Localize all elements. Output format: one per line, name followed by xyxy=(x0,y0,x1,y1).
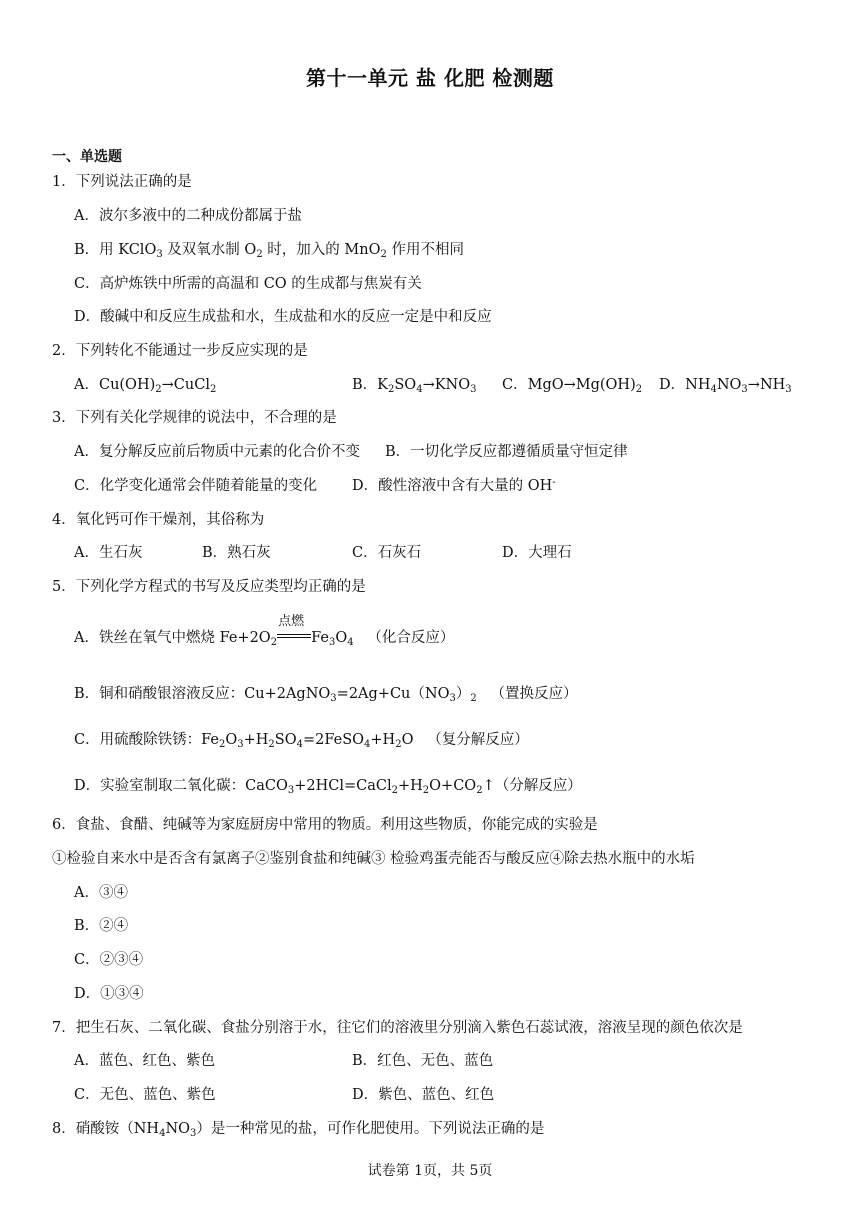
q4-option-b: B．熟石灰 xyxy=(202,545,271,561)
q1-option-b: B．用 KClO$_3$ 及双氧水制 $O_2$ 时，加入的 MnO$_2$ 作用不相同 xyxy=(74,242,464,260)
page-footer: 试卷第 1页，共 5页 xyxy=(367,1163,493,1179)
q6-option-a: A．③④ xyxy=(74,885,128,901)
q5-option-c: C．用硫酸除铁锈：$Fe_2O_3+H_2SO_4=2FeSO_4+H_2O$ （复分解反应） xyxy=(74,732,529,750)
q3-option-a: A．复分解反应前后物质中元素的化合价不变 xyxy=(74,444,360,460)
q2-option-a: A．$Cu(OH)_2\to CuCl_2$ xyxy=(74,377,217,395)
q2-option-b: B．$K_2SO_4\to KNO_3$ xyxy=(352,377,477,395)
q3-option-d: D．酸性溶液中含有大量的 OH- xyxy=(352,477,556,494)
q6-option-d: D．①③④ xyxy=(74,986,144,1002)
section-heading: 一、单选题 xyxy=(52,149,122,165)
q7-option-c: C．无色、蓝色、紫色 xyxy=(74,1087,216,1103)
q7-option-b: B．红色、无色、蓝色 xyxy=(352,1053,494,1069)
q6-option-b: B．②④ xyxy=(74,918,129,934)
q2-option-c: C．$MgO\to Mg(OH)_2$ xyxy=(502,377,643,395)
q2-option-d: D．$NH_4NO_3\to NH_3$ xyxy=(659,377,792,395)
question-5-stem: 5．下列化学方程式的书写及反应类型均正确的是 xyxy=(52,579,366,595)
question-6-items: ①检验自来水中是否含有氯离子②鉴别食盐和纯碱③ 检验鸡蛋壳能否与酸反应④除去热水瓶中的水垢 xyxy=(52,851,695,867)
q1-option-d: D．酸碱中和反应生成盐和水，生成盐和水的反应一定是中和反应 xyxy=(74,309,492,325)
q4-option-d: D．大理石 xyxy=(502,545,572,561)
question-1-stem: 1．下列说法正确的是 xyxy=(52,174,192,190)
q1-option-c: C．高炉炼铁中所需的高温和 CO 的生成都与焦炭有关 xyxy=(74,276,422,292)
question-2-stem: 2．下列转化不能通过一步反应实现的是 xyxy=(52,343,308,359)
question-6-stem: 6．食盐、食醋、纯碱等为家庭厨房中常用的物质。利用这些物质，你能完成的实验是 xyxy=(52,817,598,833)
reaction-condition-arrow: 点燃 xyxy=(277,628,311,644)
q5-option-d: D．实验室制取二氧化碳：$CaCO_3+2HCl=CaCl_2+H_2O+CO_2↑$（分解反应） xyxy=(74,778,582,796)
q7-option-d: D．紫色、蓝色、红色 xyxy=(352,1087,495,1103)
q3-option-c: C．化学变化通常会伴随着能量的变化 xyxy=(74,478,318,494)
q6-option-c: C．②③④ xyxy=(74,952,144,968)
question-3-stem: 3．下列有关化学规律的说法中，不合理的是 xyxy=(52,410,337,426)
q1-option-a: A．波尔多液中的二种成份都属于盐 xyxy=(74,208,302,224)
question-8-stem: 8．硝酸铵$(NH_4NO_3)$是一种常见的盐，可作化肥使用。下列说法正确的是 xyxy=(52,1121,545,1139)
q4-option-a: A．生石灰 xyxy=(74,545,143,561)
q4-option-c: C．石灰石 xyxy=(352,545,422,561)
question-4-stem: 4．氧化钙可作干燥剂，其俗称为 xyxy=(52,512,265,528)
q7-option-a: A．蓝色、红色、紫色 xyxy=(74,1053,215,1069)
page-title: 第十一单元 盐 化肥 检测题 xyxy=(306,66,554,90)
question-7-stem: 7．把生石灰、二氧化碳、食盐分别溶于水，往它们的溶液里分别滴入紫色石蕊试液，溶液呈现的颜色依次是 xyxy=(52,1020,743,1036)
q5-option-b: B．铜和硝酸银溶液反应：$Cu+2AgNO_3=2Ag+Cu(NO_3)_2$ （置换反应） xyxy=(74,686,578,704)
q5-option-a: A．铁丝在氧气中燃烧 $Fe+2O_2$ 点燃 $Fe_3O_4$ （化合反应） xyxy=(74,614,455,648)
q3-option-b: B．一切化学反应都遵循质量守恒定律 xyxy=(385,444,628,460)
